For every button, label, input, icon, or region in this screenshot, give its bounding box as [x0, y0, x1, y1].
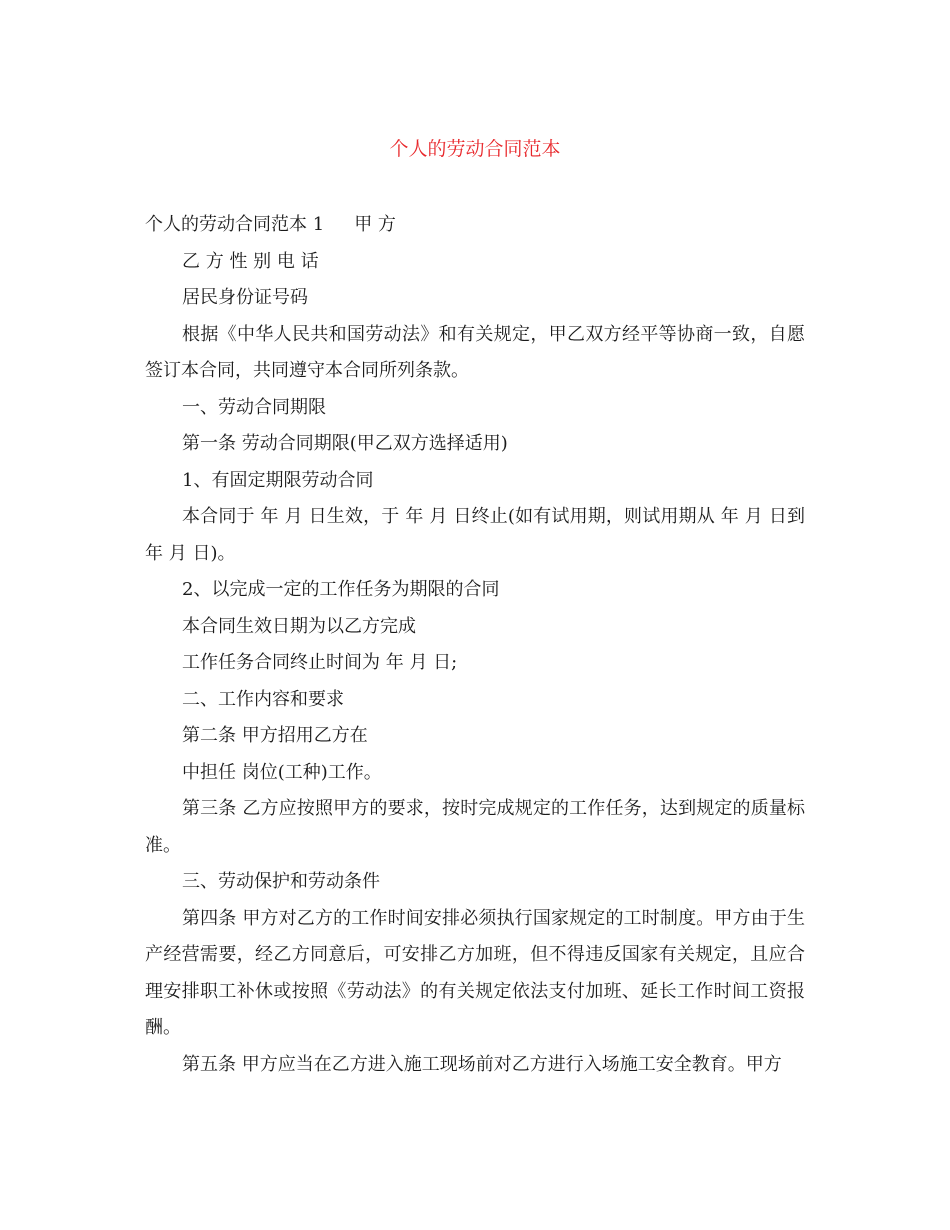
section-heading: 一、劳动合同期限 [182, 396, 326, 418]
section-heading: 二、工作内容和要求 [182, 688, 344, 710]
article-paragraph: 第四条 甲方对乙方的工作时间安排必须执行国家规定的工时制度。甲方由于生产经营需要，经乙方同意后，可安排乙方加班，但不得违反国家有关规定，且应合理安排职工补休或按照《劳动法》的有关规定依法支付加班、延长工作时间工资报酬。 [145, 907, 805, 1038]
clause-paragraph: 2、以完成一定的工作任务为期限的合同 [182, 579, 500, 600]
clause-paragraph: 工作任务合同终止时间为 年 月 日; [182, 652, 458, 673]
document-title: 个人的劳动合同范本 [389, 138, 561, 160]
clause-paragraph: 1、有固定期限劳动合同 [182, 469, 374, 491]
clause-paragraph: 本合同生效日期为以乙方完成 [182, 615, 416, 637]
article-paragraph: 第一条 劳动合同期限(甲乙双方选择适用) [182, 433, 508, 454]
party-a-label: 甲 方 [354, 214, 396, 235]
preamble-paragraph: 根据《中华人民共和国劳动法》和有关规定，甲乙双方经平等协商一致，自愿签订本合同，共同遵守本合同所列条款。 [145, 323, 805, 381]
first-line [145, 207, 805, 244]
article-paragraph: 第三条 乙方应按照甲方的要求，按时完成规定的工作任务，达到规定的质量标准。 [145, 798, 805, 856]
clause-paragraph: 本合同于 年 月 日生效，于 年 月 日终止(如有试用期，则试用期从 年 月 日到 年 月 日)。 [145, 506, 805, 564]
article-paragraph: 第五条 甲方应当在乙方进入施工现场前对乙方进行入场施工安全教育。甲方 [182, 1053, 782, 1075]
document-body [145, 207, 805, 1083]
id-number-line: 居民身份证号码 [182, 287, 308, 308]
article-paragraph: 第二条 甲方招用乙方在 [182, 725, 368, 746]
contract-heading: 个人的劳动合同范本 1 [145, 214, 325, 235]
clause-paragraph: 中担任 岗位(工种)工作。 [182, 761, 382, 783]
section-heading: 三、劳动保护和劳动条件 [182, 871, 380, 892]
party-b-info: 乙 方 性 别 电 话 [182, 250, 319, 272]
